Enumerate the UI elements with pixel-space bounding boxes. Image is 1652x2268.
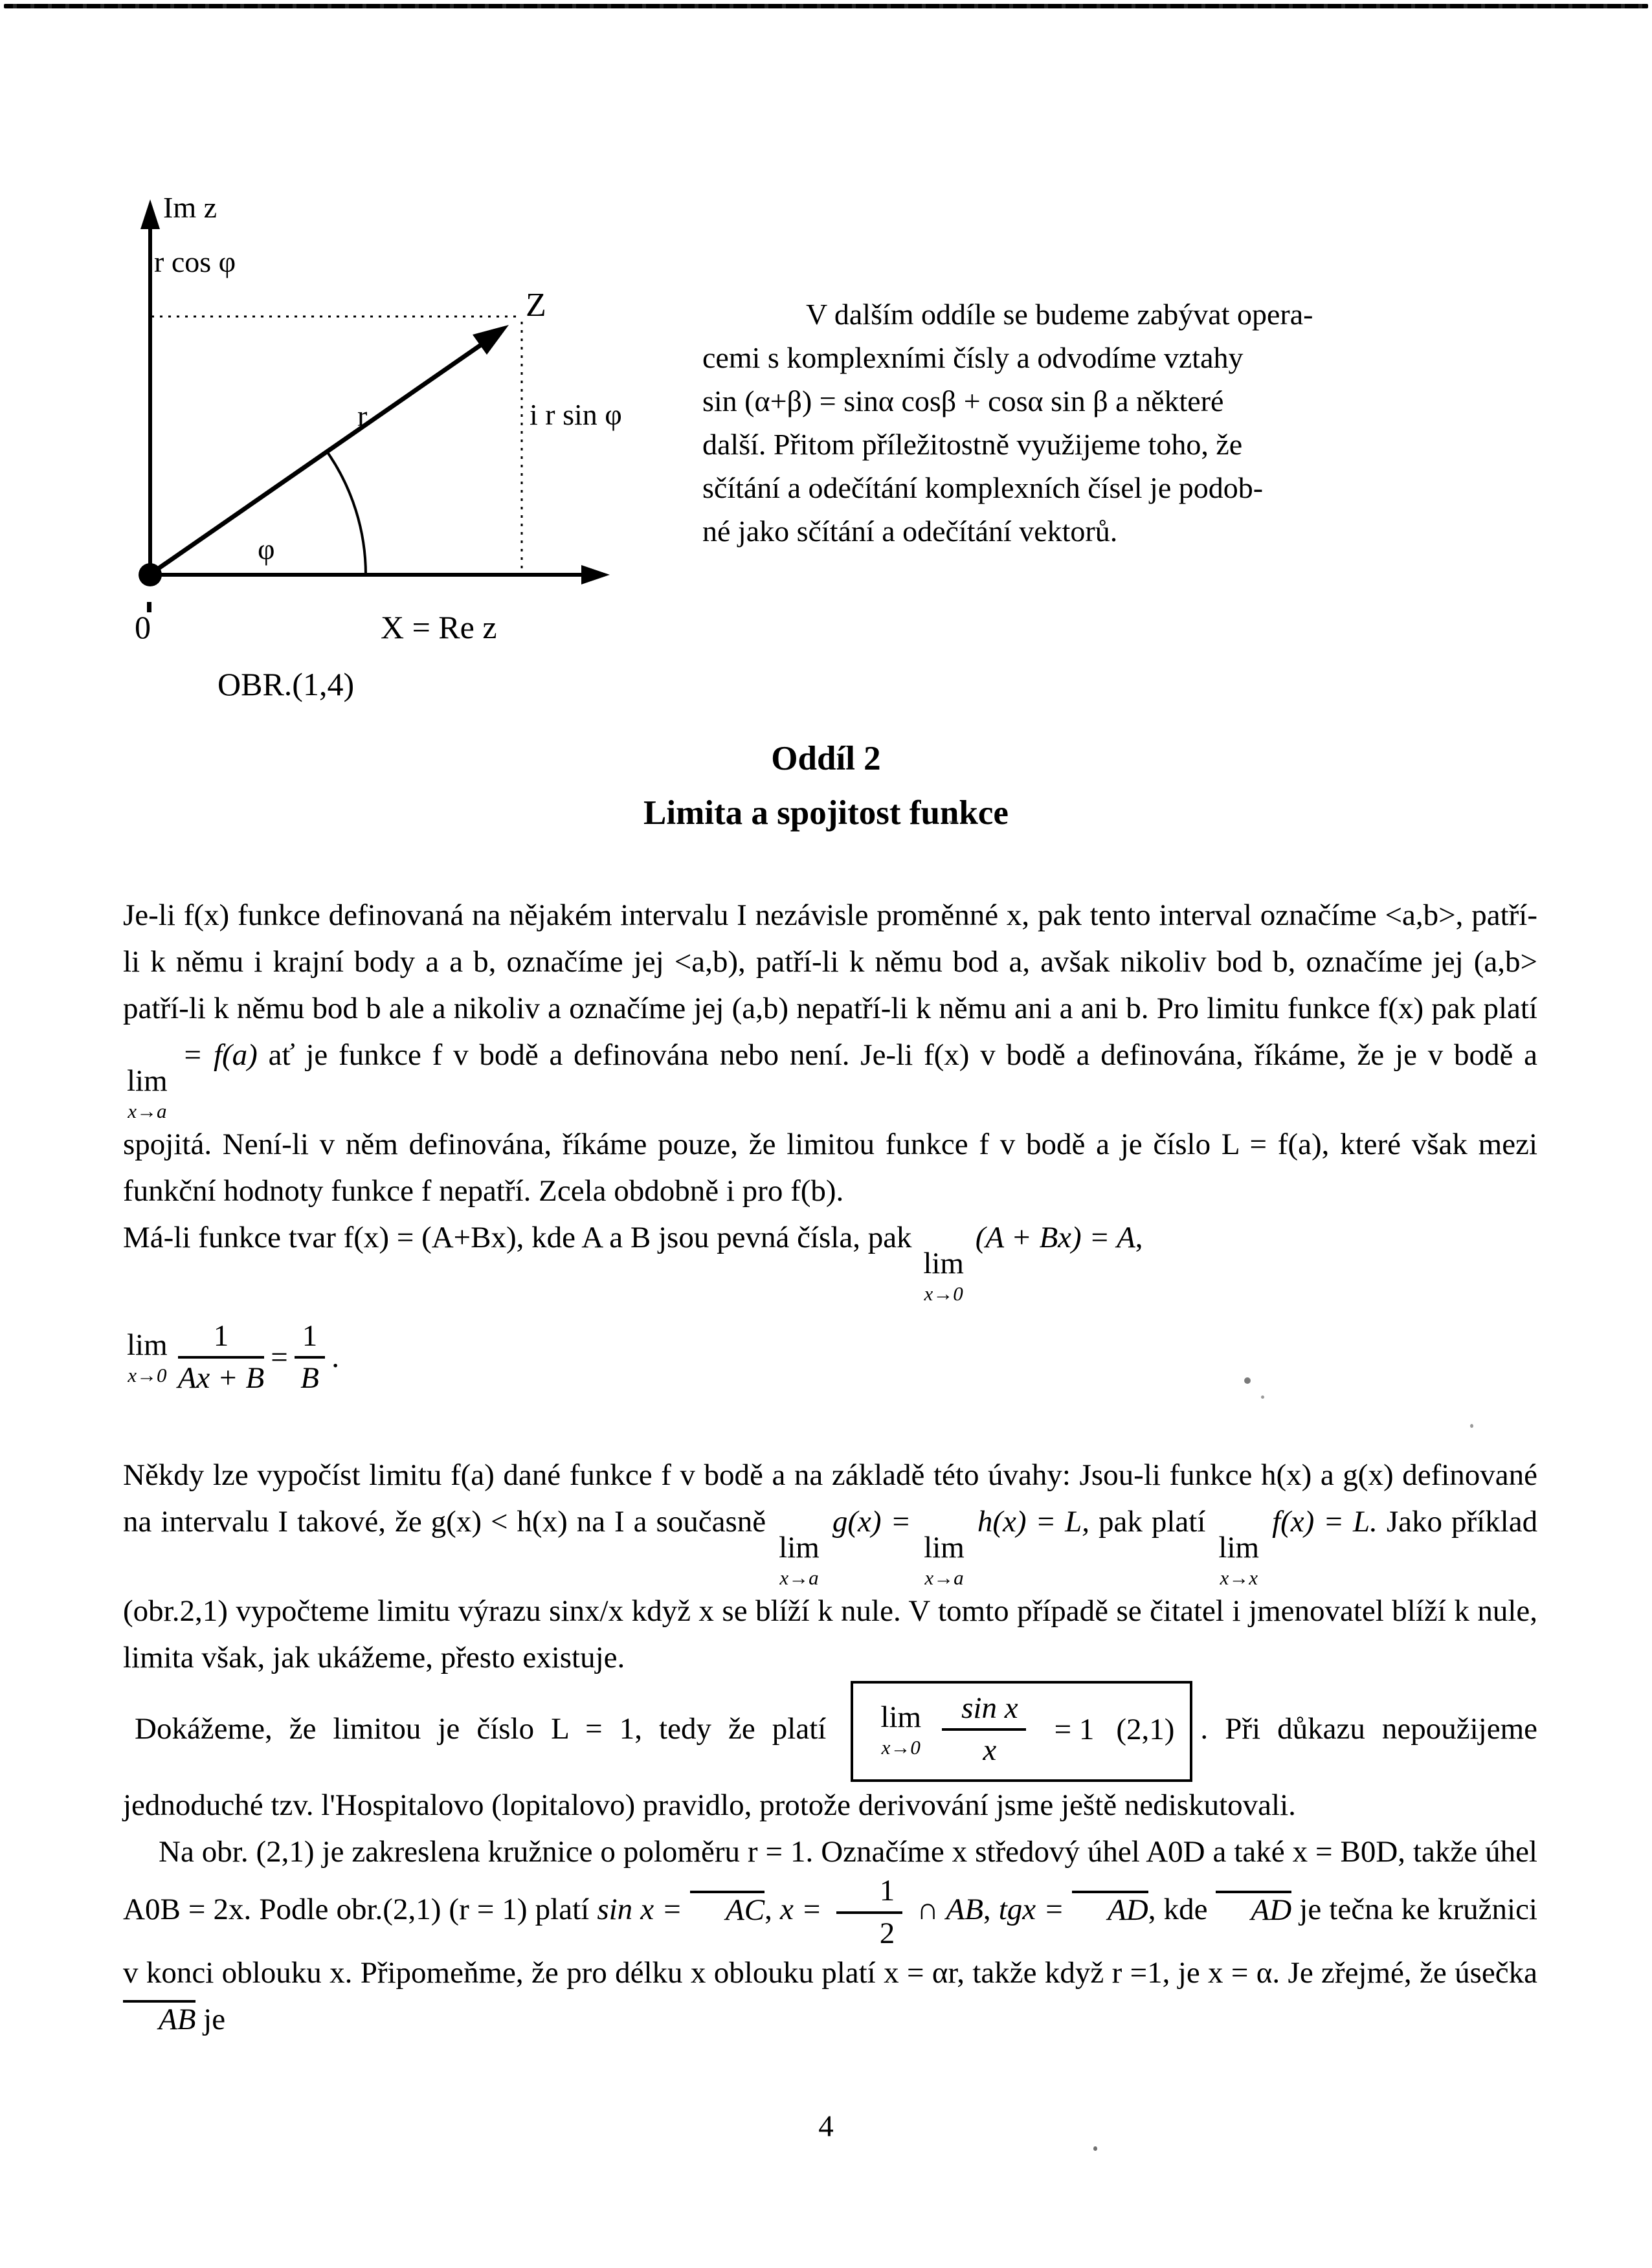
text-run: , kde xyxy=(1148,1893,1208,1927)
text-run: ať je funkce f v bodě a definována nebo není. Je-li f(x) v bodě a definována, říkáme, že je v bodě a spojitá. Není-li v něm definována, říkáme pouze, že limitou funkce f v bodě a je číslo L = f(a), které však mezi funkční hodnoty funkce f nepatří. Zcela obdobně i pro f(b). xyxy=(123,1038,1538,1208)
denominator: Ax + B xyxy=(177,1361,265,1395)
phi-label: φ xyxy=(258,533,275,566)
equals-sign: = xyxy=(271,1340,288,1375)
vector-arrowhead-icon xyxy=(473,325,509,355)
limit-formula-fa xyxy=(127,1066,168,1121)
numerator: sin x xyxy=(942,1693,1025,1731)
numerator: 1 xyxy=(178,1320,265,1359)
im-axis-label: Im z xyxy=(163,191,218,224)
text-run: Dokážeme, že limitou je číslo L = 1, tedy že platí xyxy=(135,1711,827,1746)
page-number: 4 xyxy=(818,2109,834,2143)
lim-word: lim xyxy=(779,1530,820,1564)
rcos-label: r cos φ xyxy=(154,245,236,278)
comma: , xyxy=(983,1893,991,1927)
formula-rhs: f(x) = L. xyxy=(1272,1504,1378,1539)
intro-line: V dalším oddíle se budeme zabývat opera- xyxy=(806,298,1313,331)
lim-subscript: x→0 xyxy=(881,1735,921,1759)
segment-ad: AD xyxy=(1072,1891,1148,1926)
lim-word: lim xyxy=(1218,1530,1260,1564)
intro-line: sin (α+β) = sinα cosβ + cosα sin β a některé xyxy=(702,384,1224,417)
lim-subscript: x→a xyxy=(779,1566,819,1589)
lim-subscript: x→0 xyxy=(924,1282,963,1305)
fraction xyxy=(295,1320,326,1395)
text-run: Je-li f(x) funkce definovaná na nějakém intervalu I nezávisle proměnné x, pak tento interval označíme <a,b>, patří-li k němu i krajní body a a b, označíme jej <a,b), patří-li k němu bod a, avšak nikoliv bod b, označíme jej (a,b> patří-li k němu bod b ale a nikoliv a označíme jej (a,b) nepatří-li k němu ani a ani b. Pro limitu funkce f(x) pak platí xyxy=(123,898,1537,1025)
scan-speck xyxy=(1261,1395,1264,1399)
formula-rhs: h(x) = L, xyxy=(977,1504,1090,1539)
formula-rhs: g(x) = xyxy=(832,1504,911,1539)
text-run: Na obr. (2,1) je zakreslena kružnice o poloměru r = 1. Označíme x středový úhel A0D a také x = B0D, takže úhel A0B = 2x. Podle obr.(2,1) (r = 1) platí xyxy=(123,1835,1537,1927)
text-run: . Při důkazu nepoužijeme jednoduché tzv. l'Hospitalovo (lopitalovo) pravidlo, protože derivování jsme ještě nediskutovali. xyxy=(123,1711,1537,1823)
complex-plane-figure xyxy=(0,0,686,725)
phi-angle-arc xyxy=(328,452,366,575)
text-run: Má-li funkce tvar f(x) = (A+Bx), kde A a B jsou pevná čísla, pak xyxy=(123,1221,912,1254)
segment-ad: AD xyxy=(1216,1891,1292,1926)
section-heading xyxy=(0,731,1652,840)
text-run: Někdy lze vypočíst limitu f(a) dané funkce f v bodě a na základě této úvahy: Jsou-li funkce h(x) a g(x) definované na intervalu I takové, že g(x) < h(x) na I a současně xyxy=(123,1458,1537,1539)
paragraph-squeeze-rule xyxy=(123,1452,1537,1681)
re-axis-label: X = Re z xyxy=(381,609,497,645)
formula-sinx: sin x = xyxy=(597,1893,682,1927)
limit-stack xyxy=(869,1702,921,1757)
segment-ab: AB xyxy=(123,2000,195,2036)
complex-plane-diagram xyxy=(0,0,686,725)
text-run: , xyxy=(1135,1221,1143,1254)
text-run: Jako příklad (obr.2,1) vypočteme limitu výrazu sinx/x když x se blíží k nule. V tomto případě se čitatel i jmenovatel blíží k nule, limita však, jak ukážeme, přesto existuje. xyxy=(123,1504,1538,1674)
intro-paragraph xyxy=(702,293,1544,553)
boxed-formula-sinx-over-x xyxy=(851,1681,1192,1783)
period: . xyxy=(331,1340,339,1375)
formula-tgx: tgx = xyxy=(998,1893,1064,1927)
text-run: je tečna ke kružnici v konci oblouku x. Připomeňme, že pro délku x oblouku platí x = αr, takže když r =1, je x = α. Je zřejmé, že úsečka xyxy=(123,1893,1537,1990)
intro-line: sčítání a odečítání komplexních čísel je podob- xyxy=(702,471,1264,504)
im-axis-arrowhead-icon xyxy=(140,199,160,229)
re-axis-arrowhead-icon xyxy=(581,565,610,584)
fraction-half xyxy=(836,1875,903,1950)
display-formula-reciprocal-limit xyxy=(123,1320,1537,1395)
formula-x-eq: x = xyxy=(779,1893,822,1927)
lim-subscript: x→0 xyxy=(128,1363,167,1386)
formula-rhs: = f(a) xyxy=(182,1038,258,1072)
fraction xyxy=(942,1693,1025,1767)
text-run: pak platí xyxy=(1099,1504,1206,1539)
lim-subscript: x→a xyxy=(924,1566,964,1589)
comma: , xyxy=(765,1893,772,1927)
denominator: B xyxy=(300,1361,319,1395)
scan-speck xyxy=(1470,1424,1473,1428)
lim-word: lim xyxy=(127,1328,168,1362)
section-title: Limita a spojitost funkce xyxy=(643,794,1009,832)
equals-one: = 1 xyxy=(1054,1713,1095,1747)
paragraph-unit-circle xyxy=(123,1829,1537,2043)
radius-label: r xyxy=(357,399,368,432)
limit-formula-g xyxy=(779,1530,820,1589)
limit-stack xyxy=(127,1330,168,1385)
lim-word: lim xyxy=(923,1247,964,1280)
lim-word: lim xyxy=(880,1700,922,1734)
limit-formula-h xyxy=(924,1530,965,1589)
lim-word: lim xyxy=(924,1530,965,1564)
vector-r-line xyxy=(152,337,492,573)
fraction xyxy=(178,1320,265,1395)
origin-label: 0 xyxy=(135,609,151,645)
segment-ac: AC xyxy=(690,1891,765,1926)
intro-line: né jako sčítání a odečítání vektorů. xyxy=(702,515,1118,548)
point-z-label: Z xyxy=(526,287,546,324)
section-number: Oddíl 2 xyxy=(771,740,881,777)
irsin-label: i r sin φ xyxy=(530,398,622,431)
formula-rhs: (A + Bx) = A xyxy=(975,1221,1135,1254)
body-text xyxy=(123,892,1537,2043)
limit-formula-f xyxy=(1218,1530,1260,1589)
arc-ab-term: ∩ AB xyxy=(917,1893,983,1927)
lim-subscript: x→x xyxy=(1220,1566,1258,1589)
scan-speck xyxy=(1093,2146,1097,2151)
paragraph-definition-interval xyxy=(123,892,1537,1214)
paragraph-linear-function xyxy=(123,1214,1537,1304)
intro-line: cemi s komplexními čísly a odvodíme vztahy xyxy=(702,341,1244,374)
lim-subscript: x→a xyxy=(128,1100,167,1122)
equation-tag: (2,1) xyxy=(1116,1713,1175,1747)
paragraph-sinx-limit-claim xyxy=(123,1681,1537,1829)
scan-speck xyxy=(949,821,958,823)
figure-caption: OBR.(1,4) xyxy=(218,666,355,702)
lim-word: lim xyxy=(127,1064,168,1098)
limit-formula-abx xyxy=(923,1249,964,1304)
denominator: x xyxy=(983,1733,997,1768)
denominator: 2 xyxy=(879,1916,895,1950)
numerator: 1 xyxy=(836,1875,903,1913)
scan-speck xyxy=(1244,1377,1251,1384)
text-run: je xyxy=(203,2003,226,2037)
numerator: 1 xyxy=(295,1320,326,1359)
intro-line: další. Přitom příležitostně využijeme toho, že xyxy=(702,428,1243,461)
